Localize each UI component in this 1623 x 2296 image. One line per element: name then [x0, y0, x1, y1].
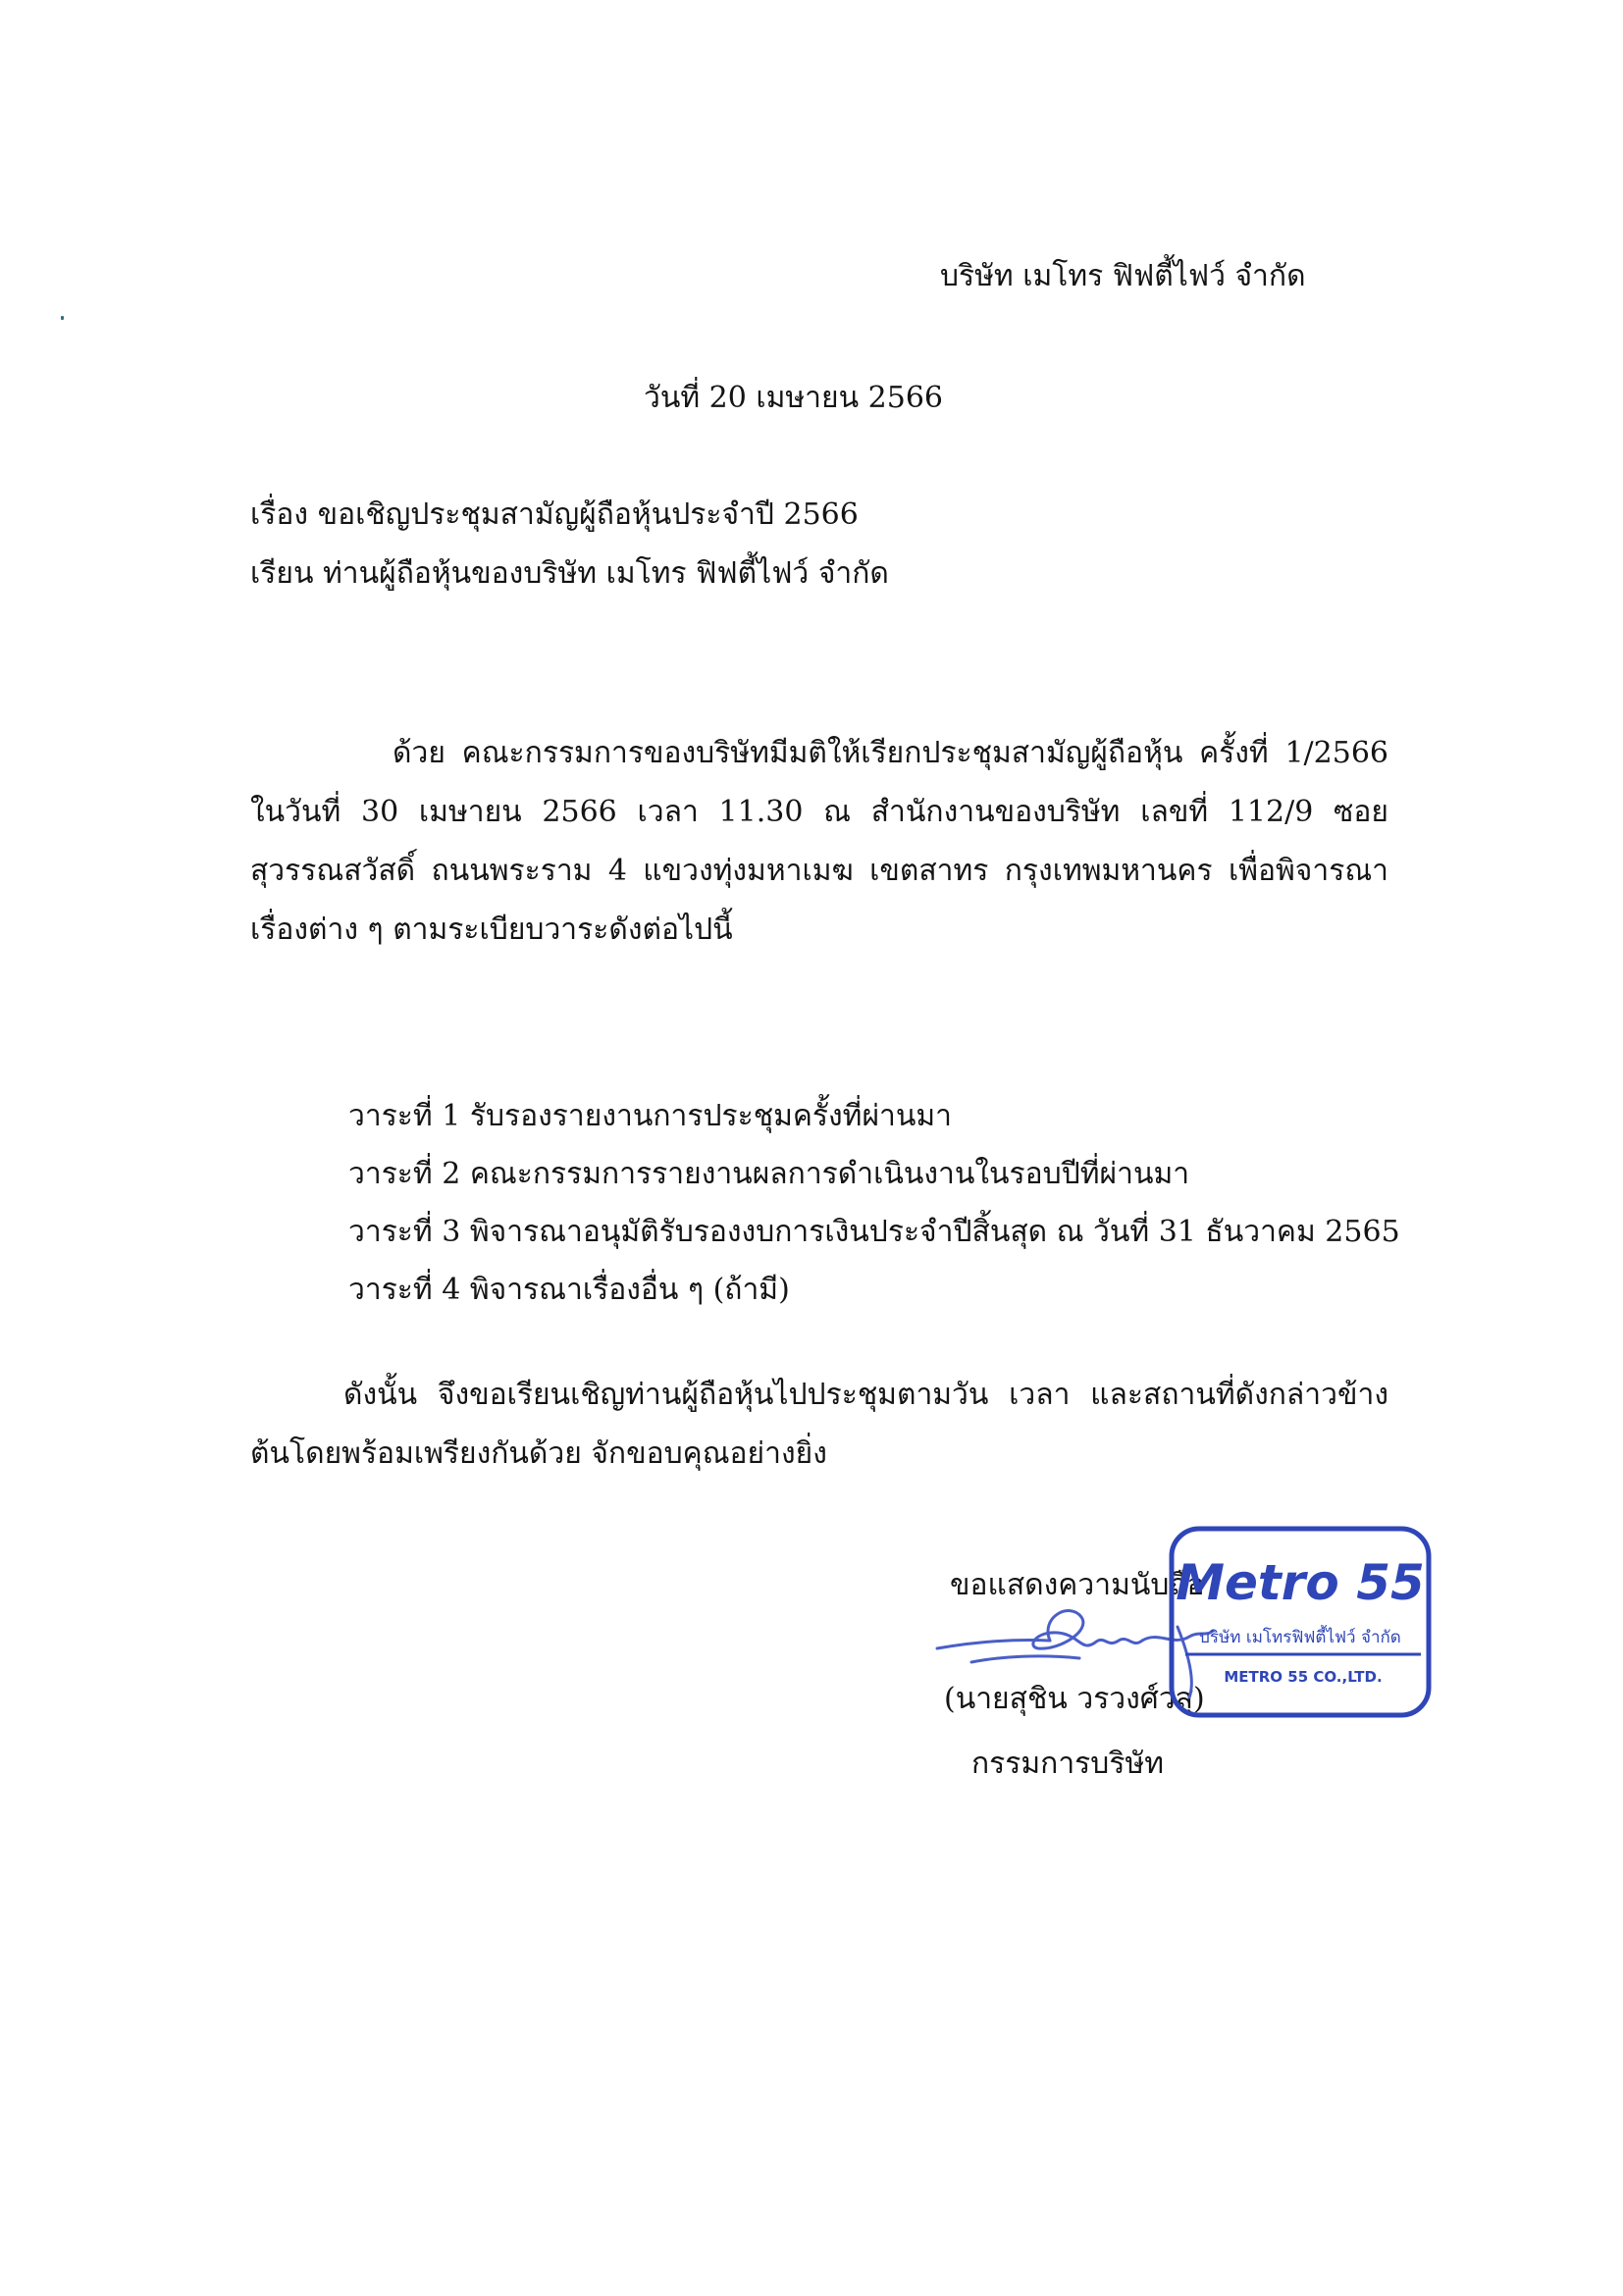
- company-stamp: [1166, 1523, 1435, 1721]
- letter-recipient: เรียน ท่านผู้ถือหุ้นของบริษัท เมโทร ฟิฟตี้ไฟว์ จำกัด: [250, 556, 889, 591]
- letter-subject: เรื่อง ขอเชิญประชุมสามัญผู้ถือหุ้นประจำปี 2566: [250, 497, 859, 532]
- agenda-item-1: วาระที่ 1 รับรองรายงานการประชุมครั้งที่ผ่านมา: [348, 1099, 953, 1133]
- scan-speck: [61, 316, 64, 320]
- stamp-thai-name: บริษัท เมโทรฟิฟตี้ไฟว์ จำกัด: [1199, 1628, 1401, 1647]
- letter-date: วันที่ 20 เมษายน 2566: [644, 381, 943, 415]
- signatory-position: กรรมการบริษัท: [971, 1747, 1164, 1781]
- signatory-name: (นายสุชิน วรวงศ์วสุ): [944, 1682, 1205, 1716]
- body-paragraph-invitation: ด้วย คณะกรรมการของบริษัทมีมติให้เรียกประชุมสามัญผู้ถือหุ้น ครั้งที่ 1/2566 ในวันที่ 30 เมษายน 2566 เวลา 11.30 ณ สำนักงานของบริษัท เลขที่ 112/9 ซอยสุวรรณสวัสดิ์ ถนนพระราม 4 แขวงทุ่งมหาเมฆ เขตสาทร กรุงเทพมหานคร เพื่อพิจารณาเรื่องต่าง ๆ ตามระเบียบวาระดังต่อไปนี้: [250, 736, 1388, 947]
- agenda-item-2: วาระที่ 2 คณะกรรมการรายงานผลการดำเนินงานในรอบปีที่ผ่านมา: [348, 1157, 1190, 1191]
- stamp-english-name: METRO 55 CO.,LTD.: [1224, 1668, 1383, 1686]
- agenda-item-4: วาระที่ 4 พิจารณาเรื่องอื่น ๆ (ถ้ามี): [348, 1273, 790, 1307]
- company-name: บริษัท เมโทร ฟิฟตี้ไฟว์ จำกัด: [940, 259, 1306, 293]
- agenda-item-3: วาระที่ 3 พิจารณาอนุมัติรับรองงบการเงินประจำปีสิ้นสุด ณ วันที่ 31 ธันวาคม 2565: [348, 1215, 1400, 1249]
- stamp-brand: Metro 55: [1176, 1554, 1425, 1611]
- body-paragraph-closing: ดังนั้น จึงขอเรียนเชิญท่านผู้ถือหุ้นไปประชุมตามวัน เวลา และสถานที่ดังกล่าวข้างต้นโดยพร้อมเพรียงกันด้วย จักขอบคุณอย่างยิ่ง: [250, 1378, 1388, 1471]
- agenda-list: [348, 1087, 1400, 1319]
- closing-salutation: ขอแสดงความนับถือ: [950, 1568, 1205, 1602]
